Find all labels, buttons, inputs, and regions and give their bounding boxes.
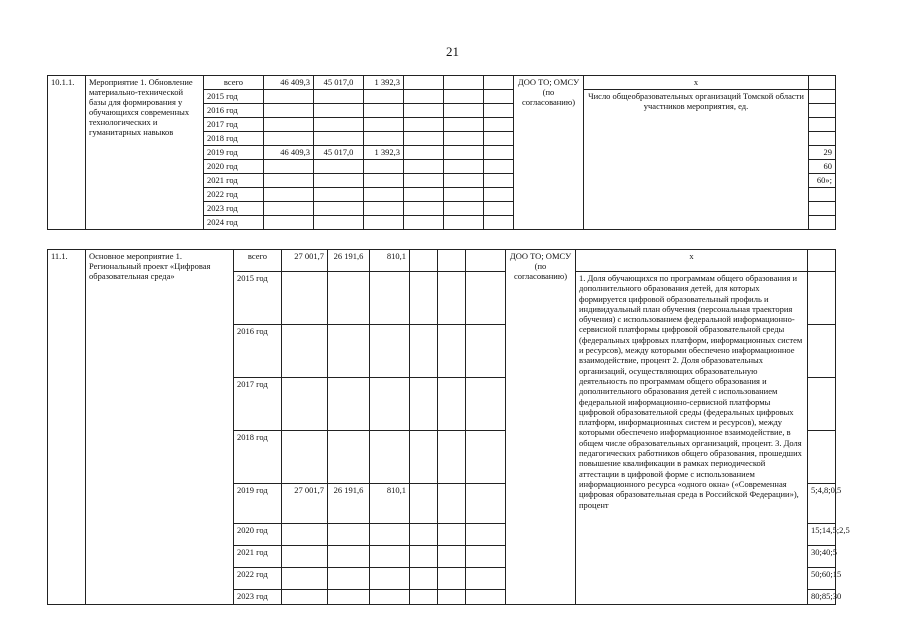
- value-local: [404, 104, 444, 118]
- value-total: [282, 378, 328, 431]
- value-extra: [466, 431, 506, 484]
- value-extra: [466, 484, 506, 524]
- value-local: [410, 590, 438, 605]
- indicator-value: [809, 76, 836, 90]
- value-total: [264, 174, 314, 188]
- value-local: [404, 174, 444, 188]
- value-total: [282, 431, 328, 484]
- value-total: 46 409,3: [264, 146, 314, 160]
- year-cell: 2024 год: [204, 216, 264, 230]
- year-cell: всего: [204, 76, 264, 90]
- indicator-value: 50;60;15: [808, 568, 836, 590]
- item-name: Основное мероприятие 1. Региональный проект «Цифровая образовательная среда»: [86, 250, 234, 605]
- value-other: [444, 202, 484, 216]
- value-regional: 1 392,3: [364, 146, 404, 160]
- value-federal: [328, 272, 370, 325]
- indicator-value: [808, 250, 836, 272]
- executor-cell: ДОО ТО; ОМСУ (по согласованию): [506, 250, 576, 605]
- year-cell: 2015 год: [204, 90, 264, 104]
- indicator-value: [809, 216, 836, 230]
- value-other: [438, 272, 466, 325]
- year-cell: 2015 год: [234, 272, 282, 325]
- year-cell: 2016 год: [234, 325, 282, 378]
- value-federal: [314, 160, 364, 174]
- value-other: [444, 146, 484, 160]
- value-extra: [466, 568, 506, 590]
- year-cell: 2021 год: [234, 546, 282, 568]
- year-cell: 2017 год: [234, 378, 282, 431]
- value-federal: [314, 202, 364, 216]
- value-extra: [484, 118, 514, 132]
- value-federal: 45 017,0: [314, 146, 364, 160]
- table-row: [48, 76, 836, 90]
- value-federal: [328, 524, 370, 546]
- year-cell: 2023 год: [234, 590, 282, 605]
- value-federal: [328, 378, 370, 431]
- value-regional: [364, 90, 404, 104]
- value-local: [404, 76, 444, 90]
- value-regional: [364, 104, 404, 118]
- value-other: [438, 590, 466, 605]
- indicator-value: 29: [809, 146, 836, 160]
- value-regional: [370, 546, 410, 568]
- value-federal: 26 191,6: [328, 250, 370, 272]
- value-extra: [466, 590, 506, 605]
- value-federal: [328, 568, 370, 590]
- year-cell: 2021 год: [204, 174, 264, 188]
- value-regional: [370, 524, 410, 546]
- year-cell: 2023 год: [204, 202, 264, 216]
- value-local: [410, 431, 438, 484]
- value-total: [264, 216, 314, 230]
- indicator-value: 60: [809, 160, 836, 174]
- value-other: [444, 90, 484, 104]
- indicator-text: 1. Доля обучающихся по программам общего образования и дополнительного образования детей, для которых формируется цифровой образовательный профиль и индивидуальный план обучения (персональная траектория обучения) с использованием федеральной информационно-сервисной платформы цифровой образовательной среды (федеральных цифровых платформ, информационных систем и ресурсов), между которыми обеспечено информационное взаимодействие, процент 2. Доля образовательных организаций, осуществляющих образовательную деятельность по программам общего образования и дополнительного образования детей с использованием федеральной информационно-сервисной платформы цифровой образовательной среды (федеральных цифровых платформ, информационных систем и ресурсов), между которыми обеспечено информационное взаимодействие, в общем числе образовательных организаций, процент. 3. Доля педагогических работников общего образования, прошедших повышение квалификации в рамках периодической аттестации в цифровой форме с использованием информационного ресурса «одного окна» («Современная цифровая образовательная среда в Российской Федерации»), процент: [576, 272, 808, 605]
- value-extra: [466, 325, 506, 378]
- indicator-value: [809, 188, 836, 202]
- value-regional: [364, 216, 404, 230]
- value-regional: [364, 188, 404, 202]
- item-number: 10.1.1.: [48, 76, 86, 230]
- value-federal: 26 191,6: [328, 484, 370, 524]
- value-local: [404, 202, 444, 216]
- value-federal: [328, 325, 370, 378]
- value-other: [438, 546, 466, 568]
- value-local: [404, 188, 444, 202]
- value-total: [282, 568, 328, 590]
- value-federal: [314, 118, 364, 132]
- value-other: [438, 568, 466, 590]
- year-cell: 2017 год: [204, 118, 264, 132]
- executor-cell: ДОО ТО; ОМСУ (по согласованию): [514, 76, 584, 230]
- value-extra: [466, 250, 506, 272]
- value-extra: [484, 90, 514, 104]
- value-local: [404, 160, 444, 174]
- indicator-value: [809, 202, 836, 216]
- indicator-value: [808, 431, 836, 484]
- value-total: [264, 132, 314, 146]
- indicator-value: 15;14,5;2,5: [808, 524, 836, 546]
- value-total: [282, 546, 328, 568]
- value-extra: [484, 146, 514, 160]
- item-number: 11.1.: [48, 250, 86, 605]
- value-other: [444, 174, 484, 188]
- value-regional: [370, 568, 410, 590]
- value-regional: [364, 118, 404, 132]
- indicator-value: [808, 325, 836, 378]
- value-extra: [484, 202, 514, 216]
- value-other: [444, 76, 484, 90]
- indicator-text: Число общеобразовательных организаций Томской области участников мероприятия, ед.: [584, 90, 809, 230]
- value-federal: [314, 188, 364, 202]
- value-local: [410, 484, 438, 524]
- value-other: [438, 325, 466, 378]
- value-other: [444, 216, 484, 230]
- value-regional: [364, 174, 404, 188]
- value-extra: [484, 216, 514, 230]
- value-total: 27 001,7: [282, 250, 328, 272]
- value-federal: [328, 546, 370, 568]
- value-total: [264, 104, 314, 118]
- item-name: Мероприятие 1. Обновление материально-технической базы для формирования у обучающихся современных технологических и гуманитарных навыков: [86, 76, 204, 230]
- value-regional: [370, 325, 410, 378]
- value-federal: 45 017,0: [314, 76, 364, 90]
- value-total: [282, 524, 328, 546]
- year-cell: 2019 год: [204, 146, 264, 160]
- value-other: [444, 188, 484, 202]
- value-other: [438, 524, 466, 546]
- value-total: [264, 188, 314, 202]
- year-cell: 2022 год: [204, 188, 264, 202]
- value-total: 46 409,3: [264, 76, 314, 90]
- value-other: [438, 431, 466, 484]
- table-10-1-1: [47, 75, 836, 230]
- indicator-value: [809, 104, 836, 118]
- indicator-value: [809, 132, 836, 146]
- value-total: [264, 118, 314, 132]
- value-local: [410, 524, 438, 546]
- value-local: [410, 325, 438, 378]
- value-other: [444, 104, 484, 118]
- value-federal: [328, 431, 370, 484]
- value-extra: [484, 132, 514, 146]
- year-cell: 2022 год: [234, 568, 282, 590]
- value-regional: 810,1: [370, 484, 410, 524]
- year-cell: 2018 год: [234, 431, 282, 484]
- year-cell: 2020 год: [204, 160, 264, 174]
- value-local: [410, 546, 438, 568]
- value-regional: 810,1: [370, 250, 410, 272]
- value-total: [264, 160, 314, 174]
- value-local: [404, 132, 444, 146]
- value-local: [404, 90, 444, 104]
- value-regional: [364, 132, 404, 146]
- table-row: [48, 250, 836, 272]
- year-cell: 2016 год: [204, 104, 264, 118]
- value-local: [410, 272, 438, 325]
- value-total: 27 001,7: [282, 484, 328, 524]
- value-regional: [370, 378, 410, 431]
- x-mark: х: [576, 250, 808, 272]
- value-federal: [314, 90, 364, 104]
- value-total: [282, 590, 328, 605]
- value-local: [410, 378, 438, 431]
- indicator-value: [808, 272, 836, 325]
- value-extra: [466, 546, 506, 568]
- year-cell: 2020 год: [234, 524, 282, 546]
- value-total: [264, 90, 314, 104]
- value-other: [438, 378, 466, 431]
- value-local: [404, 118, 444, 132]
- value-extra: [484, 174, 514, 188]
- value-extra: [484, 104, 514, 118]
- value-extra: [466, 378, 506, 431]
- value-total: [282, 325, 328, 378]
- value-federal: [328, 590, 370, 605]
- value-federal: [314, 216, 364, 230]
- indicator-value: 30;40;5: [808, 546, 836, 568]
- value-local: [404, 146, 444, 160]
- value-other: [444, 132, 484, 146]
- value-regional: [370, 431, 410, 484]
- value-federal: [314, 132, 364, 146]
- x-mark: х: [584, 76, 809, 90]
- value-extra: [466, 272, 506, 325]
- value-other: [438, 484, 466, 524]
- value-total: [282, 272, 328, 325]
- value-regional: [370, 272, 410, 325]
- indicator-value: 5;4,8;0,5: [808, 484, 836, 524]
- year-cell: 2019 год: [234, 484, 282, 524]
- value-other: [444, 160, 484, 174]
- indicator-value: [809, 118, 836, 132]
- value-regional: [364, 202, 404, 216]
- value-local: [410, 568, 438, 590]
- year-cell: всего: [234, 250, 282, 272]
- value-extra: [466, 524, 506, 546]
- value-total: [264, 202, 314, 216]
- indicator-value: [808, 378, 836, 431]
- value-extra: [484, 188, 514, 202]
- value-extra: [484, 76, 514, 90]
- value-federal: [314, 174, 364, 188]
- value-local: [410, 250, 438, 272]
- table-11-1: [47, 249, 850, 605]
- value-regional: [370, 590, 410, 605]
- indicator-value: 60»;: [809, 174, 836, 188]
- value-regional: 1 392,3: [364, 76, 404, 90]
- value-federal: [314, 104, 364, 118]
- year-cell: 2018 год: [204, 132, 264, 146]
- value-regional: [364, 160, 404, 174]
- page-number: 21: [446, 44, 459, 59]
- value-local: [404, 216, 444, 230]
- value-extra: [484, 160, 514, 174]
- value-other: [444, 118, 484, 132]
- indicator-value: 80;85;30: [808, 590, 836, 605]
- indicator-value: [809, 90, 836, 104]
- value-other: [438, 250, 466, 272]
